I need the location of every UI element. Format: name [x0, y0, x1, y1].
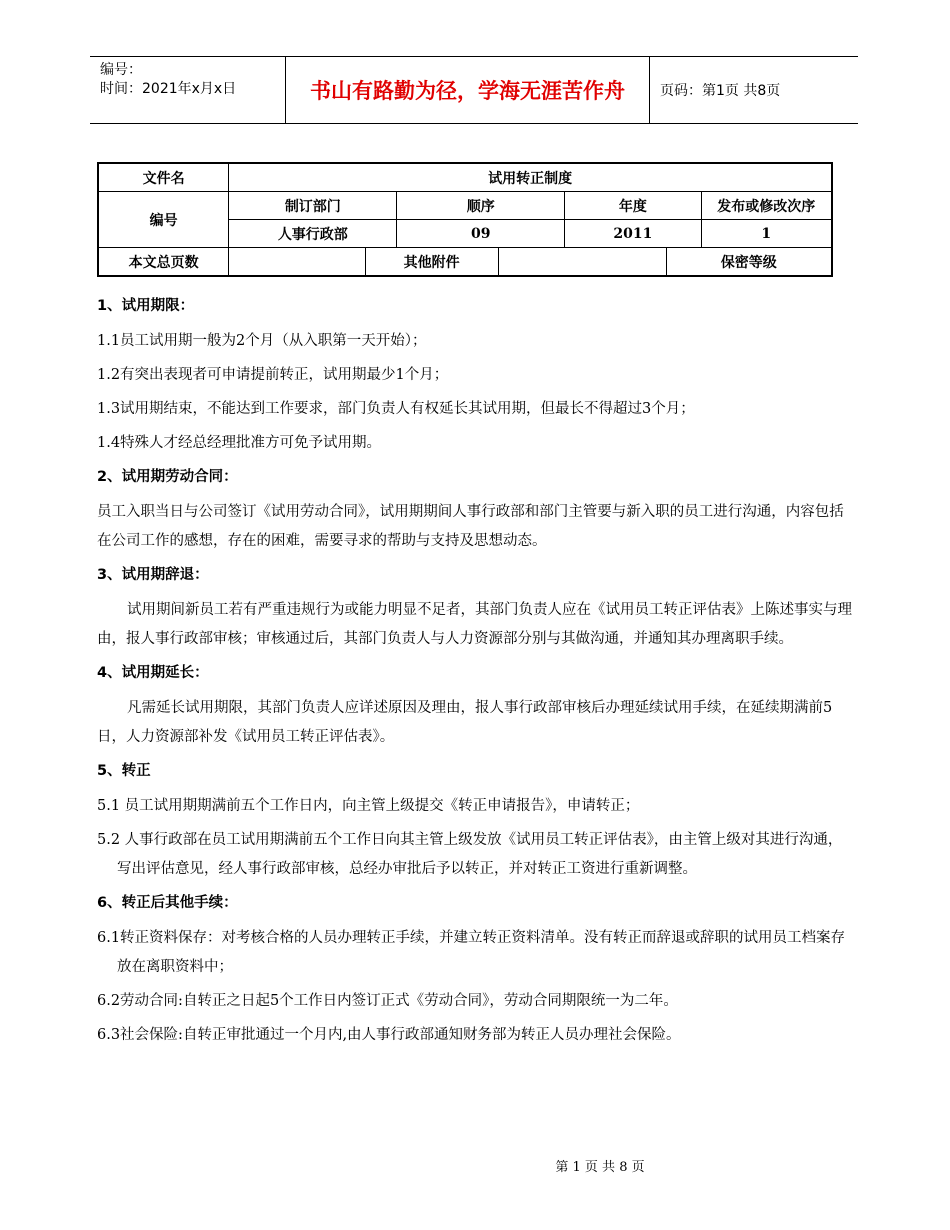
section-title: 5、转正	[97, 763, 151, 779]
total-pages-label: 本文总页数	[98, 248, 229, 277]
revision-label: 发布或修改次序	[701, 192, 832, 220]
paragraph: 凡需延长试用期限，其部门负责人应详述原因及理由，报人事行政部审核后办理延续试用手续，在延续期满前5日，人力资源部补发《试用员工转正评估表》。	[97, 700, 833, 745]
revision-value: 1	[701, 220, 832, 248]
header-meta	[90, 57, 286, 123]
paragraph: 1.2有突出表现者可申请提前转正，试用期最少1个月；	[97, 367, 449, 383]
security-label: 保密等级	[666, 248, 832, 277]
paragraph: 5.1 员工试用期期满前五个工作日内，向主管上级提交《转正申请报告》，申请转正；	[97, 798, 640, 814]
dept-label: 制订部门	[229, 192, 397, 220]
paragraph: 试用期间新员工若有严重违规行为或能力明显不足者，其部门负责人应在《试用员工转正评估表》上陈述事实与理由，报人事行政部审核；审核通过后，其部门负责人与人力资源部分别与其做沟通，并通知其办理离职手续。	[97, 602, 852, 647]
page-footer: 第 1 页 共 8 页	[555, 1160, 645, 1175]
year-label: 年度	[565, 192, 701, 220]
number-label: 编号：	[100, 62, 142, 78]
time-label: 时间：2021年x月x日	[100, 81, 237, 97]
section-title: 3、试用期辞退：	[97, 567, 209, 583]
paragraph: 1.1员工试用期一般为2个月（从入职第一天开始）；	[97, 333, 427, 349]
document-body	[97, 292, 855, 1055]
paragraph: 6.2劳动合同:自转正之日起5个工作日内签订正式《劳动合同》，劳动合同期限统一为二年。	[97, 993, 678, 1009]
header-motto: 书山有路勤为径，学海无涯苦作舟	[286, 57, 650, 123]
order-label: 顺序	[397, 192, 565, 220]
order-value: 09	[397, 220, 565, 248]
section-title: 2、试用期劳动合同：	[97, 469, 238, 485]
paragraph: 员工入职当日与公司签订《试用劳动合同》，试用期期间人事行政部和部门主管要与新入职的员工进行沟通，内容包括在公司工作的感想，存在的困难，需要寻求的帮助与支持及思想动态。	[97, 504, 844, 549]
paragraph: 5.2 人事行政部在员工试用期满前五个工作日向其主管上级发放《试用员工转正评估表》，由主管上级对其进行沟通，写出评估意见，经人事行政部审核，总经办审批后予以转正，并对转正工资进行重新调整。	[97, 832, 843, 877]
document-info-table	[97, 162, 833, 277]
file-name-value: 试用转正制度	[229, 163, 832, 192]
code-label: 编号	[98, 192, 229, 248]
paragraph: 1.3试用期结束，不能达到工作要求，部门负责人有权延长其试用期，但最长不得超过3个月；	[97, 401, 695, 417]
attachments-label: 其他附件	[365, 248, 498, 277]
year-value: 2011	[565, 220, 701, 248]
attachments-value	[498, 248, 666, 277]
section-title: 1、试用期限：	[97, 298, 195, 314]
page-header	[90, 56, 858, 124]
total-pages-value	[229, 248, 365, 277]
paragraph: 6.3社会保险:自转正审批通过一个月内,由人事行政部通知财务部为转正人员办理社会保险。	[97, 1027, 681, 1043]
section-title: 6、转正后其他手续：	[97, 895, 238, 911]
paragraph: 6.1转正资料保存：对考核合格的人员办理转正手续，并建立转正资料清单。没有转正而辞退或辞职的试用员工档案存放在离职资料中；	[97, 930, 846, 975]
header-page-label: 页码：第1页 共8页	[660, 83, 781, 99]
dept-value: 人事行政部	[229, 220, 397, 248]
paragraph: 1.4特殊人才经总经理批准方可免予试用期。	[97, 435, 382, 451]
section-title: 4、试用期延长：	[97, 665, 209, 681]
file-name-label: 文件名	[98, 163, 229, 192]
